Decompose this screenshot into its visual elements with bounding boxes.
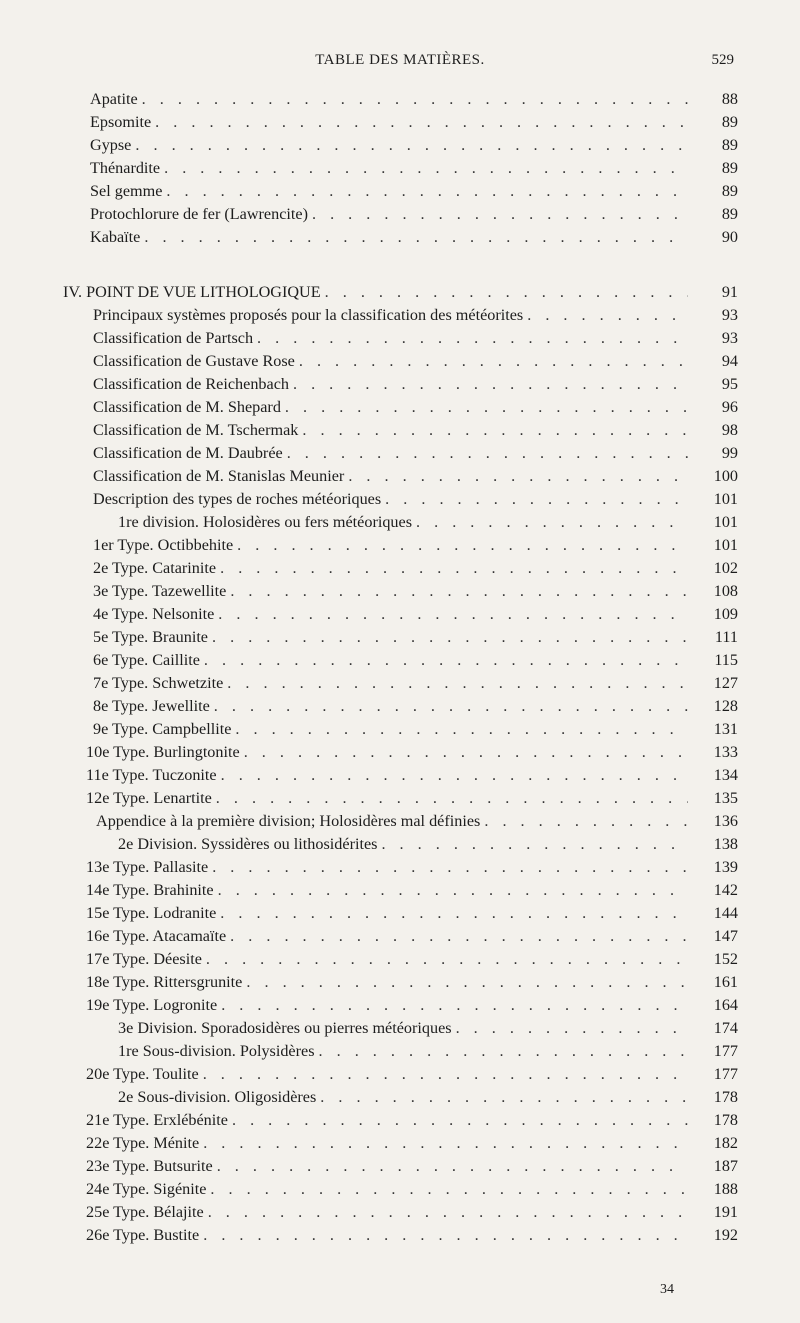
- toc-entry: [0, 856, 800, 878]
- toc-entry-page: 109: [713, 605, 738, 623]
- dot-leader: [235, 718, 688, 740]
- toc-entry-text: 22e Type. Ménite: [86, 1134, 200, 1152]
- dot-leader: [299, 350, 688, 372]
- toc-entry: [0, 88, 800, 110]
- toc-entry-page: 91: [721, 283, 738, 301]
- toc-entry-page: 135: [713, 789, 738, 807]
- toc-entry: [0, 626, 800, 648]
- toc-entry-page: 161: [713, 973, 738, 991]
- toc-entry: [0, 925, 800, 947]
- toc-entry-page: 99: [721, 444, 738, 462]
- toc-entry-text: 10e Type. Burlingtonite: [86, 743, 240, 761]
- dot-leader: [203, 1132, 688, 1154]
- toc-entry-page: 95: [721, 375, 738, 393]
- toc-entry-page: 128: [713, 697, 738, 715]
- dot-leader: [227, 672, 688, 694]
- toc-entry-text: 16e Type. Atacamaïte: [86, 927, 227, 945]
- toc-entry-page: 89: [721, 182, 738, 200]
- dot-leader: [212, 626, 688, 648]
- toc-entry-text: 5e Type. Braunite: [93, 628, 208, 646]
- dot-leader: [212, 856, 688, 878]
- dot-leader: [135, 134, 688, 156]
- toc-entry-text: 17e Type. Déesite: [86, 950, 202, 968]
- dot-leader: [218, 879, 688, 901]
- toc-entry-page: 191: [713, 1203, 738, 1221]
- toc-entry-page: 131: [713, 720, 738, 738]
- toc-entry-text: 14e Type. Brahinite: [86, 881, 214, 899]
- toc-entry: [0, 203, 800, 225]
- dot-leader: [214, 695, 688, 717]
- toc-entry-text: 12e Type. Lenartite: [86, 789, 212, 807]
- toc-entry-text: Classification de Gustave Rose: [93, 352, 295, 370]
- toc-entry-page: 102: [713, 559, 738, 577]
- toc-entry-page: 187: [713, 1157, 738, 1175]
- toc-entry-text: 20e Type. Toulite: [86, 1065, 199, 1083]
- dot-leader: [484, 810, 688, 832]
- dot-leader: [244, 741, 688, 763]
- toc-entry-page: 177: [713, 1065, 738, 1083]
- toc-entry: [0, 902, 800, 924]
- dot-leader: [230, 580, 688, 602]
- dot-leader: [416, 511, 688, 533]
- dot-leader: [320, 1086, 688, 1108]
- dot-leader: [164, 157, 688, 179]
- toc-entry: [0, 111, 800, 133]
- toc-entry: [0, 1178, 800, 1200]
- dot-leader: [246, 971, 688, 993]
- toc-entry-page: 138: [713, 835, 738, 853]
- toc-entry-page: 93: [721, 306, 738, 324]
- toc-entry-text: 1er Type. Octibbehite: [93, 536, 234, 554]
- toc-entry-page: 136: [713, 812, 738, 830]
- dot-leader: [206, 948, 688, 970]
- toc-entry: [0, 718, 800, 740]
- toc-entry: [0, 304, 800, 326]
- toc-entry-text: 7e Type. Schwetzite: [93, 674, 224, 692]
- toc-entry: [0, 419, 800, 441]
- dot-leader: [155, 111, 688, 133]
- running-header-title: TABLE DES MATIÈRES.: [315, 52, 485, 68]
- toc-entry: [0, 373, 800, 395]
- toc-entry-text: 11e Type. Tuczonite: [86, 766, 217, 784]
- dot-leader: [381, 833, 688, 855]
- toc-entry: [0, 879, 800, 901]
- toc-entry: [0, 350, 800, 372]
- toc-entry: [0, 1155, 800, 1177]
- dot-leader: [527, 304, 688, 326]
- toc-entry: [0, 971, 800, 993]
- toc-entry-text: 3e Type. Tazewellite: [93, 582, 227, 600]
- toc-entry-text: 24e Type. Sigénite: [86, 1180, 207, 1198]
- toc-entry-text: Sel gemme: [90, 182, 163, 200]
- toc-entry-text: 13e Type. Pallasite: [86, 858, 209, 876]
- toc-entry: [0, 649, 800, 671]
- toc-entry-page: 101: [713, 536, 738, 554]
- toc-entry: [0, 1086, 800, 1108]
- toc-entry: [0, 465, 800, 487]
- toc-entry-text: Classification de M. Tschermak: [93, 421, 299, 439]
- toc-entry: [0, 511, 800, 533]
- toc-entry-text: Kabaïte: [90, 228, 141, 246]
- toc-entry: [0, 1224, 800, 1246]
- toc-entry: [0, 603, 800, 625]
- toc-entry: [0, 1040, 800, 1062]
- toc-entry-text: 9e Type. Campbellite: [93, 720, 232, 738]
- toc-entry-text: Classification de M. Shepard: [93, 398, 281, 416]
- toc-section-heading: [0, 281, 800, 303]
- toc-entry: [0, 134, 800, 156]
- dot-leader: [285, 396, 688, 418]
- toc-entry-text: Principaux systèmes proposés pour la classification des météorites: [93, 306, 524, 324]
- toc-entry-text: Classification de Reichenbach: [93, 375, 289, 393]
- toc-entry: [0, 226, 800, 248]
- dot-leader: [217, 1155, 688, 1177]
- toc-entry-page: 90: [721, 228, 738, 246]
- toc-entry-page: 192: [713, 1226, 738, 1244]
- dot-leader: [142, 88, 688, 110]
- toc-entry: [0, 396, 800, 418]
- toc-entry-page: 100: [713, 467, 738, 485]
- dot-leader: [218, 603, 688, 625]
- toc-entry: [0, 741, 800, 763]
- dot-leader: [221, 994, 688, 1016]
- dot-leader: [325, 281, 688, 303]
- toc-entry-page: 127: [713, 674, 738, 692]
- dot-leader: [456, 1017, 688, 1039]
- toc-entry-page: 134: [713, 766, 738, 784]
- toc-entry-text: Protochlorure de fer (Lawrencite): [90, 205, 308, 223]
- page-number: 529: [711, 52, 734, 68]
- dot-leader: [166, 180, 688, 202]
- toc-entry: [0, 180, 800, 202]
- toc-entry-page: 89: [721, 136, 738, 154]
- dot-leader: [216, 787, 688, 809]
- toc-entry-page: 147: [713, 927, 738, 945]
- toc-entry-text: 6e Type. Caillite: [93, 651, 200, 669]
- toc-entry: [0, 1017, 800, 1039]
- toc-entry-page: 177: [713, 1042, 738, 1060]
- toc-entry-text: 1re Sous-division. Polysidères: [118, 1042, 315, 1060]
- toc-entry-page: 108: [713, 582, 738, 600]
- dot-leader: [208, 1201, 688, 1223]
- toc-entry-text: 18e Type. Rittersgrunite: [86, 973, 243, 991]
- toc-entry-text: 4e Type. Nelsonite: [93, 605, 215, 623]
- toc-entry: [0, 327, 800, 349]
- toc-entry-text: 1re division. Holosidères ou fers météoriques: [118, 513, 413, 531]
- toc-entry: [0, 488, 800, 510]
- toc-entry-text: 23e Type. Butsurite: [86, 1157, 213, 1175]
- toc-entry-text: 15e Type. Lodranite: [86, 904, 217, 922]
- toc-entry-text: 2e Type. Catarinite: [93, 559, 217, 577]
- signature-mark: 34: [660, 1282, 674, 1297]
- toc-entry: [0, 787, 800, 809]
- dot-leader: [287, 442, 688, 464]
- dot-leader: [257, 327, 688, 349]
- toc-entry-page: 178: [713, 1088, 738, 1106]
- toc-entry-page: 89: [721, 159, 738, 177]
- toc-entry-page: 93: [721, 329, 738, 347]
- dot-leader: [348, 465, 688, 487]
- toc-entry-page: 89: [721, 205, 738, 223]
- toc-entry-text: 21e Type. Erxlébénite: [86, 1111, 228, 1129]
- toc-entry: [0, 1132, 800, 1154]
- toc-entry-page: 164: [713, 996, 738, 1014]
- toc-entry-page: 94: [721, 352, 738, 370]
- toc-entry: [0, 948, 800, 970]
- toc-entry-text: Classification de M. Daubrée: [93, 444, 283, 462]
- toc-entry: [0, 1201, 800, 1223]
- toc-entry: [0, 833, 800, 855]
- toc-entry-page: 96: [721, 398, 738, 416]
- toc-entry: [0, 580, 800, 602]
- toc-entry-text: Description des types de roches météoriques: [93, 490, 382, 508]
- toc-entry: [0, 695, 800, 717]
- toc-entry-text: Gypse: [90, 136, 132, 154]
- toc-entry-text: Epsomite: [90, 113, 152, 131]
- toc-entry-page: 98: [721, 421, 738, 439]
- toc-entry: [0, 764, 800, 786]
- dot-leader: [144, 226, 688, 248]
- toc-entry: [0, 157, 800, 179]
- toc-entry-page: 115: [714, 651, 738, 669]
- dot-leader: [385, 488, 688, 510]
- toc-entry-page: 178: [713, 1111, 738, 1129]
- toc-entry: [0, 1063, 800, 1085]
- dot-leader: [232, 1109, 688, 1131]
- dot-leader: [230, 925, 688, 947]
- toc-entry-page: 139: [713, 858, 738, 876]
- toc-entry-page: 142: [713, 881, 738, 899]
- toc-entry-text: Classification de M. Stanislas Meunier: [93, 467, 345, 485]
- toc-entry-page: 144: [713, 904, 738, 922]
- toc-entry-page: 101: [713, 513, 738, 531]
- toc-entry-text: 26e Type. Bustite: [86, 1226, 200, 1244]
- toc-entry: [0, 442, 800, 464]
- toc-entry: [0, 672, 800, 694]
- toc-entry: [0, 534, 800, 556]
- toc-entry-page: 188: [713, 1180, 738, 1198]
- dot-leader: [221, 764, 688, 786]
- dot-leader: [210, 1178, 688, 1200]
- toc-entry: [0, 1109, 800, 1131]
- toc-entry-text: 8e Type. Jewellite: [93, 697, 210, 715]
- dot-leader: [293, 373, 688, 395]
- dot-leader: [302, 419, 688, 441]
- dot-leader: [203, 1063, 688, 1085]
- dot-leader: [319, 1040, 689, 1062]
- dot-leader: [237, 534, 688, 556]
- dot-leader: [203, 1224, 688, 1246]
- dot-leader: [312, 203, 688, 225]
- toc-entry-text: Thénardite: [90, 159, 161, 177]
- toc-entry-page: 174: [713, 1019, 738, 1037]
- dot-leader: [220, 557, 688, 579]
- toc-entry-page: 88: [721, 90, 738, 108]
- toc-entry: [0, 557, 800, 579]
- toc-entry: [0, 810, 800, 832]
- toc-entry-page: 111: [714, 628, 738, 646]
- toc-entry-text: Apatite: [90, 90, 138, 108]
- toc-entry-page: 133: [713, 743, 738, 761]
- dot-leader: [204, 649, 688, 671]
- toc-entry-page: 89: [721, 113, 738, 131]
- toc-entry-text: 25e Type. Bélajite: [86, 1203, 204, 1221]
- toc-entry-text: 2e Division. Syssidères ou lithosidérites: [118, 835, 378, 853]
- toc-entry: [0, 994, 800, 1016]
- toc-entry-text: 19e Type. Logronite: [86, 996, 218, 1014]
- toc-entry-text: 2e Sous-division. Oligosidères: [118, 1088, 317, 1106]
- toc-entry-page: 152: [713, 950, 738, 968]
- toc-entry-text: 3e Division. Sporadosidères ou pierres météoriques: [118, 1019, 452, 1037]
- dot-leader: [220, 902, 688, 924]
- toc-entry-text: Classification de Partsch: [93, 329, 254, 347]
- toc-entry-text: Appendice à la première division; Holosidères mal définies: [96, 812, 481, 830]
- toc-entry-page: 101: [713, 490, 738, 508]
- toc-entry-text: IV. POINT DE VUE LITHOLOGIQUE: [63, 283, 321, 301]
- toc-entry-page: 182: [713, 1134, 738, 1152]
